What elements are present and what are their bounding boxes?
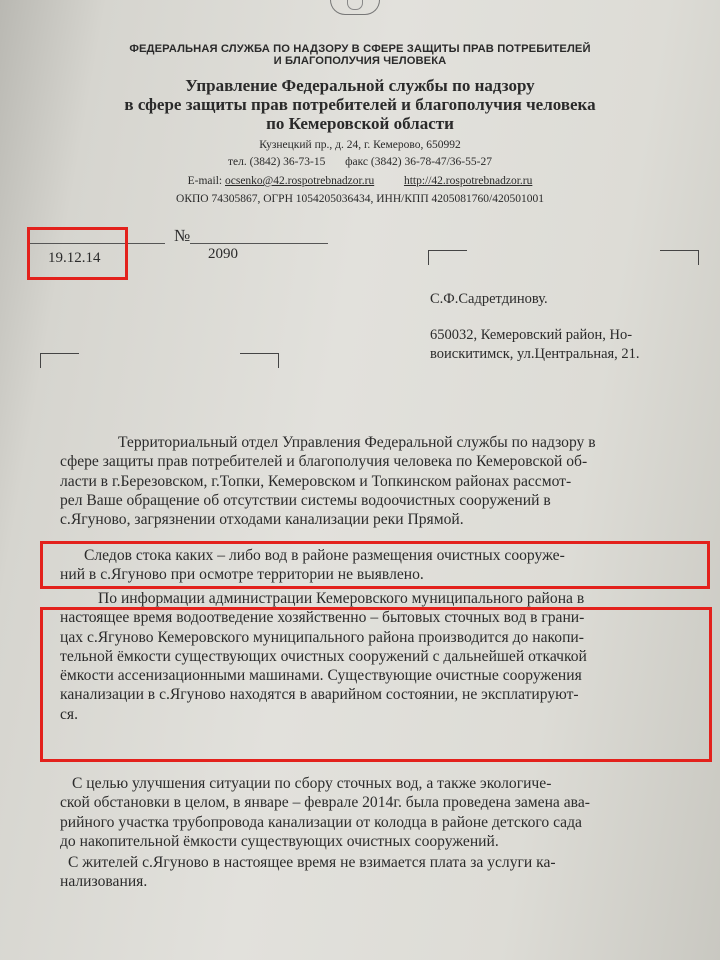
paragraph-3-line: ёмкости ассенизационными машинами. Существующие очистные сооружения xyxy=(60,667,582,685)
paragraph-5-line: нализования. xyxy=(60,873,148,891)
paragraph-1-line: ласти в г.Березовском, г.Топки, Кемеровском и Топкинском районах рассмот- xyxy=(60,472,572,490)
paragraph-3-line: тельной ёмкости существующих очистных сооружений с дальнейшей откачкой xyxy=(60,647,587,665)
date-highlight-box xyxy=(27,227,128,280)
paragraph-3-line: канализации в с.Ягуново находятся в аварийном состоянии, не эксплатируют- xyxy=(60,686,579,704)
agency-name-line2: И БЛАГОПОЛУЧИЯ ЧЕЛОВЕКА xyxy=(273,55,447,67)
email-label: E-mail: xyxy=(187,175,223,187)
paragraph-3-line: По информации администрации Кемеровского муниципального района в xyxy=(98,590,585,607)
paragraph-5-line: С жителей с.Ягуново в настоящее время не взимается плата за услуги ка- xyxy=(68,854,556,871)
agency-name-line1: ФЕДЕРАЛЬНАЯ СЛУЖБА ПО НАДЗОРУ В СФЕРЕ ЗАЩИТЫ ПРАВ ПОТРЕБИТЕЛЕЙ xyxy=(129,43,591,55)
recipient-corner-left xyxy=(428,250,467,265)
number-underline xyxy=(190,243,328,244)
paragraph-1-line: рел Ваше обращение об отсутствии системы водоочистных сооружений в xyxy=(60,491,551,509)
paragraph-3-line: настоящее время водоотведение хозяйственно – бытовых сточных вод в грани- xyxy=(60,609,585,627)
contact-phone-fax xyxy=(0,155,720,170)
recipient-address-line2: воискитимск, ул.Центральная, 21. xyxy=(430,346,640,362)
paragraph-2 xyxy=(60,546,710,585)
office-name-line2: в сфере защиты прав потребителей и благополучия человека xyxy=(124,95,596,114)
office-address: Кузнецкий пр., д. 24, г. Кемерово, 650992 xyxy=(259,139,461,151)
paragraph-1-line: с.Ягуново, загрязнении отходами канализации реки Прямой. xyxy=(60,511,464,529)
recipient-address-line1: 650032, Кемеровский район, Но- xyxy=(430,327,633,343)
paragraph-2-line: Следов стока каких – либо вод в районе размещения очистных сооруже- xyxy=(84,547,565,564)
number-sign: № xyxy=(174,226,191,245)
paragraph-5 xyxy=(60,853,710,892)
fax-number: факс (3842) 36-78-47/36-55-27 xyxy=(345,156,492,168)
website-link[interactable]: http://42.rospotrebnadzor.ru xyxy=(403,175,533,187)
paragraph-4-line: С целью улучшения ситуации по сбору сточных вод, а также экологиче- xyxy=(72,775,552,792)
contact-email-web xyxy=(0,174,720,189)
email-link[interactable]: ocsenko@42.rospotrebnadzor.ru xyxy=(225,175,375,187)
paragraph-3-line: ся. xyxy=(60,705,78,723)
document-date: 19.12.14 xyxy=(48,250,101,266)
paragraph-1-line: сфере защиты прав потребителей и благополучия человека по Кемеровской об- xyxy=(60,453,588,471)
paragraph-3-line: цах с.Ягуново Кемеровского муниципального района производится до накопи- xyxy=(60,628,584,646)
paragraph-4-line: до накопительной ёмкости существующих очистных сооружений. xyxy=(60,832,499,850)
paragraph-2-line: ний в с.Ягуново при осмотре территории не выявлено. xyxy=(60,566,424,584)
document-number: 2090 xyxy=(208,246,238,262)
paragraph-4-line: ской обстановки в целом, в январе – феврале 2014г. была проведена замена ава- xyxy=(60,794,590,812)
paragraph-4 xyxy=(60,774,710,851)
subject-corner-left xyxy=(40,353,79,368)
paragraph-1 xyxy=(60,433,710,529)
recipient-name: С.Ф.Садретдинову. xyxy=(430,291,548,307)
coat-of-arms-icon xyxy=(330,0,380,15)
paragraph-1-line: Территориальный отдел Управления Федеральной службы по надзору в xyxy=(118,434,596,451)
paragraph-3-highlight-box xyxy=(40,607,712,762)
phone-number: тел. (3842) 36-73-15 xyxy=(228,156,326,168)
paragraph-4-line: рийного участка трубопровода канализации от колодца в районе детского сада xyxy=(60,813,582,831)
recipient-corner-right xyxy=(660,250,699,265)
office-name-line3: по Кемеровской области xyxy=(266,114,454,133)
registration-codes: ОКПО 74305867, ОГРН 1054205036434, ИНН/КПП 4205081760/420501001 xyxy=(176,193,544,205)
subject-corner-right xyxy=(240,353,279,368)
office-name-line1: Управление Федеральной службы по надзору xyxy=(185,76,535,95)
